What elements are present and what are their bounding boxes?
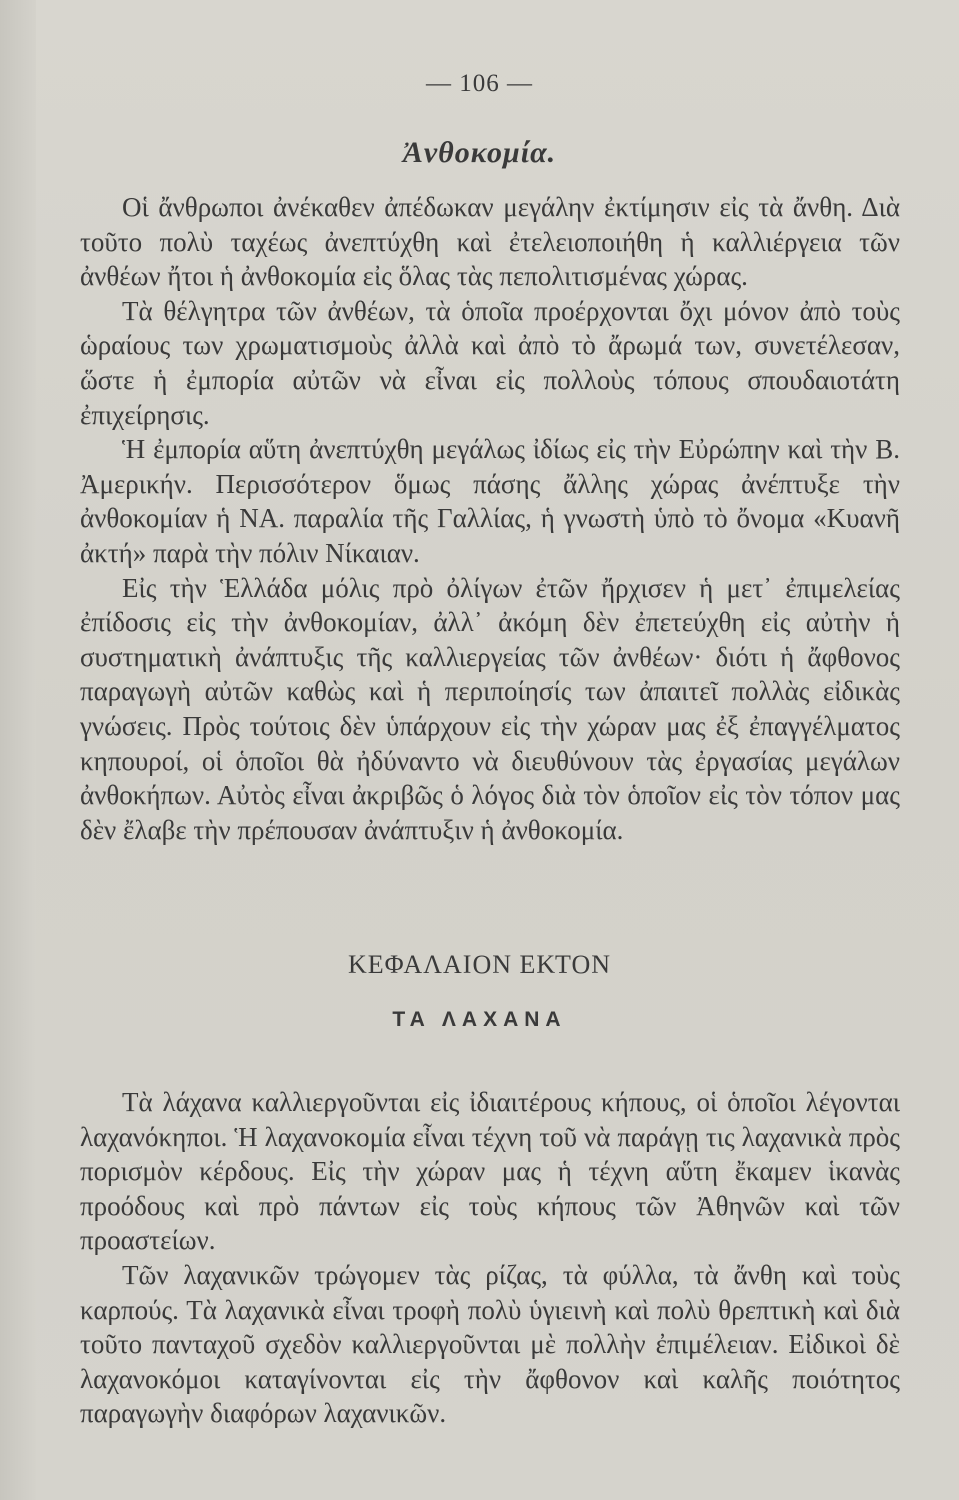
paragraph: Τὰ θέλγητρα τῶν ἀνθέων, τὰ ὁποῖα προέρχονται ὄχι μόνον ἀπὸ τοὺς ὡραίους των χρωματισμοὺς ἀλλὰ καὶ ἀπὸ τὸ ἄρωμά των, συνετέλεσαν, ὥστε ἡ ἐμπορία αὐτῶν νὰ εἶναι εἰς πολλοὺς τόπους σπουδαιοτάτη ἐπιχείρησις. — [80, 295, 900, 430]
paragraph: Ἡ ἐμπορία αὕτη ἀνεπτύχθη μεγάλως ἰδίως εἰς τὴν Εὐρώπην καὶ τὴν Β. Ἀμερικήν. Περισσότερον ὅμως πάσης ἄλλης χώρας ἀνέπτυξε τὴν ἀνθοκομίαν ἡ ΝΑ. παραλία τῆς Γαλλίας, ἡ γνωστὴ ὑπὸ τὸ ὄνομα «Κυανῆ ἀκτή» παρὰ τὴν πόλιν Νίκαιαν. — [80, 434, 900, 568]
paragraph: Τὰ λάχανα καλλιεργοῦνται εἰς ἰδιαιτέρους κήπους, οἱ ὁποῖοι λέγονται λαχανόκηποι. Ἡ λαχανοκομία εἶναι τέχνη τοῦ νὰ παράγῃ τις λαχανικὰ πρὸς πορισμὸν κέρδους. Εἰς τὴν χώραν μας ἡ τέχνη αὕτη ἔκαμεν ἱκανὰς προόδους καὶ πρὸ πάντων εἰς τοὺς κήπους τῶν Ἀθηνῶν καὶ τῶν προαστείων. — [80, 1087, 900, 1256]
floriculture-text — [80, 190, 900, 847]
page-number: — 106 — — [426, 70, 533, 97]
chapter-subtitle: ΤΑ ΛΑΧΑΝΑ — [392, 1008, 567, 1031]
paragraph: Εἰς τὴν Ἑλλάδα μόλις πρὸ ὀλίγων ἐτῶν ἤρχισεν ἡ μετ᾽ ἐπιμελείας ἐπίδοσις εἰς τὴν ἀνθοκομίαν, ἀλλ᾽ ἀκόμη δὲν ἐπετεύχθη εἰς αὐτὴν ἡ συστηματικὴ ἀνάπτυξις τῆς καλλιεργείας τῶν ἀνθέων· διότι ἡ ἄφθονος παραγωγὴ αὐτῶν καθὼς καὶ ἡ περιποίησίς των ἀπαιτεῖ πολλὰς εἰδικὰς γνώσεις. Πρὸς τούτοις δὲν ὑπάρχουν εἰς τὴν χώραν μας ἐξ ἐπαγγέλματος κηπουροί, οἱ ὁποῖοι θὰ ἠδύναντο νὰ διευθύνουν τὰς ἐργασίας μεγάλων ἀνθοκήπων. Αὐτὸς εἶναι ἀκριβῶς ὁ λόγος διὰ τὸν ὁποῖον εἰς τὸν τόπον μας δὲν ἔλαβε τὴν πρέπουσαν ἀνάπτυξιν ἡ ἀνθοκομία. — [80, 572, 900, 845]
page-edge-shadow — [0, 0, 36, 1500]
section-heading: Ἀνθοκομία. — [402, 136, 557, 169]
paragraph: Τῶν λαχανικῶν τρώγομεν τὰς ρίζας, τὰ φύλλα, τὰ ἄνθη καὶ τοὺς καρπούς. Τὰ λαχανικὰ εἶναι τροφὴ πολὺ ὑγιεινὴ καὶ πολὺ θρεπτικὴ καὶ διὰ τοῦτο πανταχοῦ σχεδὸν καλλιεργοῦνται μὲ πολλὴν ἐπιμέλειαν. Εἰδικοὶ δὲ λαχανοκόμοι καταγίνονται εἰς τὴν ἄφθονον καὶ καλῆς ποιότητος παραγωγὴν διαφόρων λαχανικῶν. — [80, 1259, 900, 1429]
vegetables-text — [80, 1085, 900, 1431]
chapter-title: ΚΕΦΑΛΑΙΟΝ ΕΚΤΟΝ — [347, 950, 611, 979]
paragraph: Οἱ ἄνθρωποι ἀνέκαθεν ἀπέδωκαν μεγάλην ἐκτίμησιν εἰς τὰ ἄνθη. Διὰ τοῦτο πολὺ ταχέως ἀνεπτύχθη καὶ ἐτελειοποιήθη ἡ καλλιέργεια τῶν ἀνθέων ἤτοι ἡ ἀνθοκομία εἰς ὅλας τὰς πεπολιτισμένας χώρας. — [80, 192, 900, 292]
